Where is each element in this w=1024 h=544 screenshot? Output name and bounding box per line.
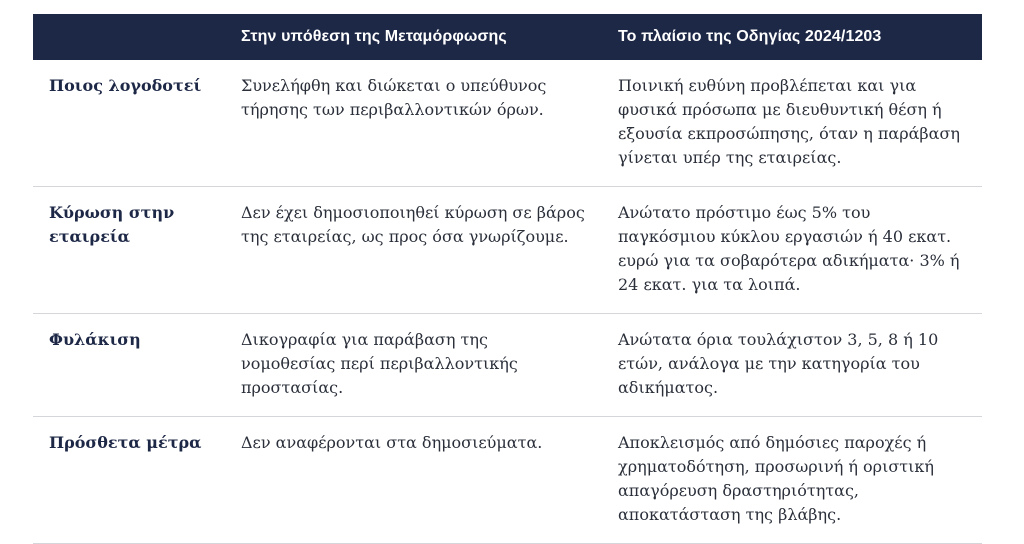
table-row [33, 60, 982, 187]
table-row [33, 187, 982, 314]
directive-cell: Ανώτατα όρια τουλάχιστον 3, 5, 8 ή 10 ετών, ανάλογα με την κατηγορία του αδικήματος. [618, 330, 939, 397]
header-cell-directive: Το πλαίσιο της Οδηγίας 2024/1203 [618, 28, 882, 45]
header-cell-empty [33, 14, 225, 60]
directive-cell: Ανώτατο πρόστιμο έως 5% του παγκόσμιου κύκλου εργασιών ή 40 εκατ. ευρώ για τα σοβαρότερα αδικήματα· 3% ή 24 εκατ. για τα λοιπά. [618, 203, 960, 294]
directive-cell: Αποκλεισμός από δημόσιες παροχές ή χρηματοδότηση, προσωρινή ή οριστική απαγόρευση δραστηριότητας, αποκατάσταση της βλάβης. [618, 433, 934, 524]
header-cell-case: Στην υπόθεση της Μεταμόρφωσης [241, 28, 507, 45]
case-cell: Δεν αναφέρονται στα δημοσιεύματα. [241, 433, 543, 452]
row-label: Ποιος λογοδοτεί [49, 76, 202, 95]
comparison-table [33, 14, 982, 544]
directive-cell: Ποινική ευθύνη προβλέπεται και για φυσικά πρόσωπα με διευθυντική θέση ή εξουσία εκπροσώπησης, όταν η παράβαση γίνεται υπέρ της εταιρείας. [618, 76, 960, 167]
table-row [33, 417, 982, 544]
case-cell: Δικογραφία για παράβαση της νομοθεσίας περί περιβαλλοντικής προστασίας. [241, 330, 518, 397]
row-label: Κύρωση στην εταιρεία [49, 203, 175, 246]
table-body [33, 60, 982, 544]
case-cell: Συνελήφθη και διώκεται ο υπεύθυνος τήρησης των περιβαλλοντικών όρων. [241, 76, 547, 119]
case-cell: Δεν έχει δημοσιοποιηθεί κύρωση σε βάρος της εταιρείας, ως προς όσα γνωρίζουμε. [241, 203, 585, 246]
row-label: Πρόσθετα μέτρα [49, 433, 202, 452]
table-row [33, 314, 982, 417]
header-row [33, 14, 982, 60]
comparison-table-container [33, 14, 982, 544]
row-label: Φυλάκιση [49, 330, 141, 349]
table-header [33, 14, 982, 60]
